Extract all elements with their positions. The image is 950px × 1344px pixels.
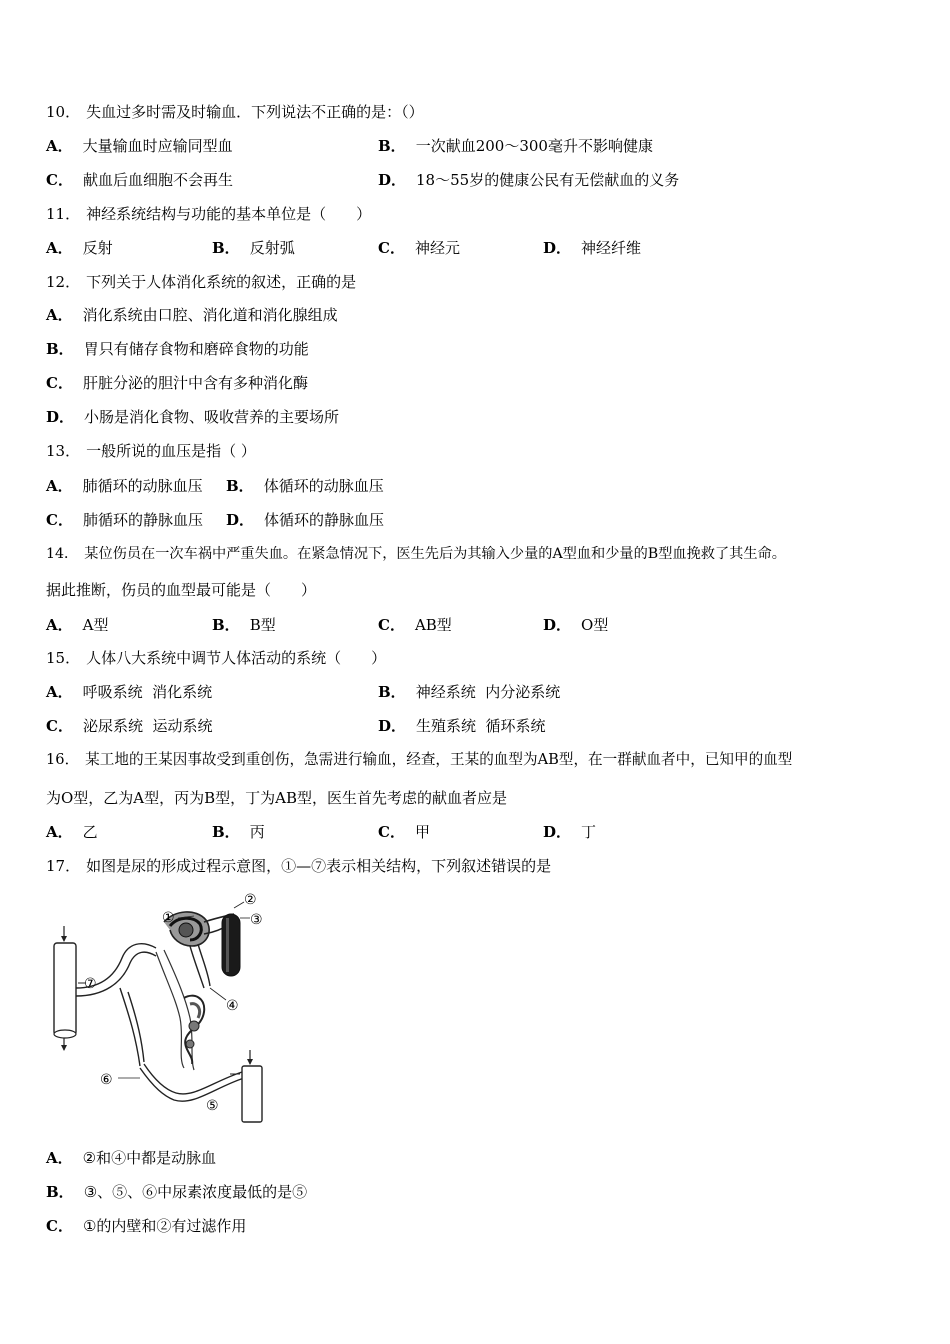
q10-option-d: D． 18～55岁的健康公民有无偿献血的义务 [378,171,680,189]
vessel-5 [230,1050,262,1122]
question-10: 10． 失血过多时需及时输血．下列说法不正确的是：（） [46,103,424,121]
q13-option-a: A． 肺循环的动脉血压 [46,477,203,495]
q15-option-d: D． 生殖系统 循环系统 [378,717,546,735]
q11-option-a: A． 反射 [46,239,113,257]
question-17: 17． 如图是尿的形成过程示意图，①—⑦表示相关结构，下列叙述错误的是 [46,857,552,875]
q10-option-b: B． 一次献血200～300毫升不影响健康 [378,137,653,155]
q13-option-d: D． 体循环的静脉血压 [226,511,385,529]
urine-formation-diagram [44,888,280,1124]
q16-option-b: B． 丙 [212,823,265,841]
q14-option-a: A． A型 [46,616,109,634]
question-13: 13． 一般所说的血压是指（ ） [46,442,256,460]
q15-option-b: B． 神经系统 内分泌系统 [378,683,561,701]
figure-label-7: ⑦ [84,976,97,992]
q14-option-c: C． AB型 [378,616,452,634]
q16-option-d: D． 丁 [543,823,597,841]
q14-option-b: B． B型 [212,616,276,634]
q14-option-d: D． O型 [543,616,609,634]
figure-label-1: ① [162,910,175,926]
figure-label-2: ② [244,892,257,908]
question-16-continued: 为O型，乙为A型，丙为B型，丁为AB型，医生首先考虑的献血者应是 [46,789,508,807]
vessel-3 [222,914,240,976]
q12-option-c: C． 肝脏分泌的胆汁中含有多种消化酶 [46,374,308,392]
q17-option-a: A． ②和④中都是动脉血 [46,1149,217,1167]
q16-option-a: A． 乙 [46,823,98,841]
question-14-continued: 据此推断，伤员的血型最可能是（ ） [46,581,317,599]
q13-option-b: B． 体循环的动脉血压 [226,477,384,495]
q12-option-d: D． 小肠是消化食物、吸收营养的主要场所 [46,408,340,426]
figure-label-3: ③ [250,912,263,928]
figure-label-5: ⑤ [206,1098,219,1114]
question-14: 14． 某位伤员在一次车祸中严重失血。在紧急情况下，医生先后为其输入少量的A型血和少量的B型血挽救了其生命。 [46,546,786,562]
q11-option-b: B． 反射弧 [212,239,295,257]
q17-option-c: C． ①的内壁和②有过滤作用 [46,1217,247,1235]
question-12: 12． 下列关于人体消化系统的叙述，正确的是 [46,273,357,291]
figure-label-6: ⑥ [100,1072,113,1088]
question-16: 16． 某工地的王某因事故受到重创伤，急需进行输血，经查，王某的血型为AB型，在一群献血者中，已知甲的血型 [46,751,793,768]
question-15: 15． 人体八大系统中调节人体活动的系统（ ） [46,649,387,667]
q10-option-a: A． 大量输血时应输同型血 [46,137,233,155]
q12-option-b: B． 胃只有储存食物和磨碎食物的功能 [46,340,309,358]
q17-option-b: B． ③、⑤、⑥中尿素浓度最低的是⑤ [46,1183,308,1201]
figure-label-4: ④ [226,998,239,1014]
q13-option-c: C． 肺循环的静脉血压 [46,511,203,529]
q10-option-c: C． 献血后血细胞不会再生 [46,171,233,189]
question-11: 11． 神经系统结构与功能的基本单位是（ ） [46,205,372,223]
q11-option-c: C． 神经元 [378,239,460,257]
q12-option-a: A． 消化系统由口腔、消化道和消化腺组成 [46,306,338,324]
q11-option-d: D． 神经纤维 [543,239,642,257]
q16-option-c: C． 甲 [378,823,430,841]
q15-option-a: A． 呼吸系统 消化系统 [46,683,213,701]
q15-option-c: C． 泌尿系统 运动系统 [46,717,213,735]
